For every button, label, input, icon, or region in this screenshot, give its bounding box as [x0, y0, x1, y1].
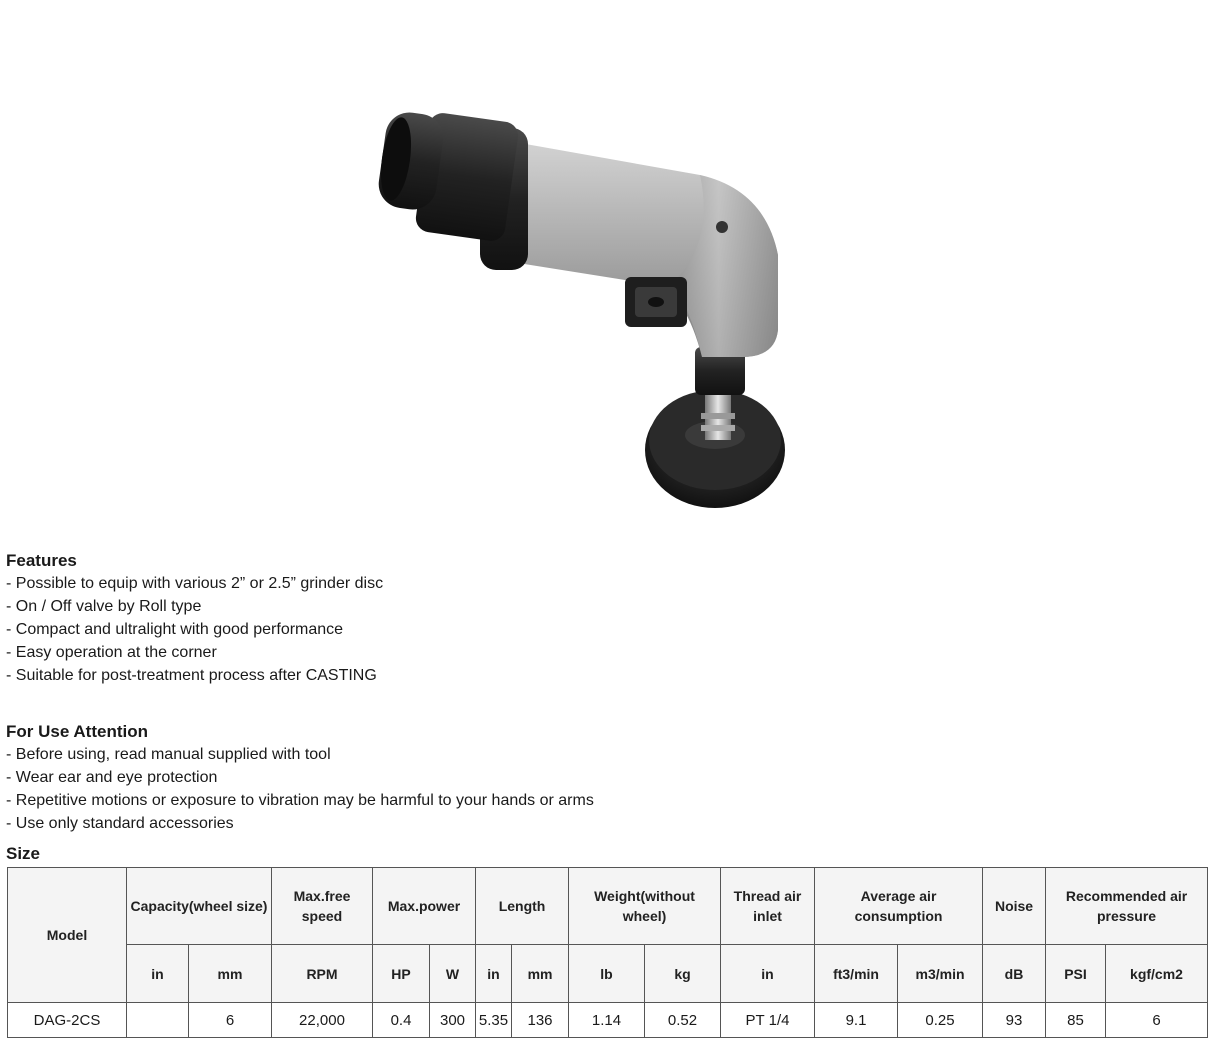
header-pressure: Recommended air pressure	[1046, 868, 1208, 945]
cell-value: 85	[1046, 1003, 1106, 1038]
unit-header: kg	[645, 945, 721, 1003]
header-speed: Max.free speed	[272, 868, 373, 945]
unit-header: mm	[512, 945, 569, 1003]
header-model: Model	[8, 868, 127, 1003]
features-list	[6, 572, 383, 687]
unit-header: lb	[569, 945, 645, 1003]
cell-value: 136	[512, 1003, 569, 1038]
header-length: Length	[476, 868, 569, 945]
cell-value: PT 1/4	[721, 1003, 815, 1038]
header-noise: Noise	[983, 868, 1046, 945]
feature-item: - Compact and ultralight with good performance	[6, 621, 344, 638]
unit-header: dB	[983, 945, 1046, 1003]
header-weight: Weight(without wheel)	[569, 868, 721, 945]
attention-title: For Use Attention	[6, 722, 148, 741]
attention-item: - Use only standard accessories	[6, 815, 234, 832]
feature-item: - Possible to equip with various 2” or 2.5” grinder disc	[6, 575, 384, 592]
table-row	[8, 1003, 1208, 1038]
size-title: Size	[6, 844, 41, 863]
attention-section	[6, 720, 594, 835]
cell-value: 1.14	[569, 1003, 645, 1038]
angle-grinder-tool-image	[370, 95, 800, 525]
cell-value: 300	[430, 1003, 476, 1038]
features-section	[6, 549, 383, 687]
cell-value: 0.4	[373, 1003, 430, 1038]
unit-header: m3/min	[898, 945, 983, 1003]
attention-item: - Before using, read manual supplied with tool	[6, 746, 331, 763]
cell-value: 9.1	[815, 1003, 898, 1038]
cell-value: 93	[983, 1003, 1046, 1038]
header-capacity: Capacity(wheel size)	[127, 868, 272, 945]
features-title: Features	[6, 551, 77, 570]
unit-header: RPM	[272, 945, 373, 1003]
feature-item: - On / Off valve by Roll type	[6, 598, 202, 615]
cell-value	[127, 1003, 189, 1038]
unit-header: in	[127, 945, 189, 1003]
attention-item: - Repetitive motions or exposure to vibration may be harmful to your hands or arms	[6, 792, 594, 809]
unit-header: HP	[373, 945, 430, 1003]
cell-model: DAG-2CS	[8, 1003, 127, 1038]
cell-value: 22,000	[272, 1003, 373, 1038]
unit-header: ft3/min	[815, 945, 898, 1003]
header-power: Max.power	[373, 868, 476, 945]
cell-value: 0.25	[898, 1003, 983, 1038]
cell-value: 5.35	[476, 1003, 512, 1038]
unit-header: PSI	[1046, 945, 1106, 1003]
header-thread: Thread air inlet	[721, 868, 815, 945]
header-air: Average air consumption	[815, 868, 983, 945]
cell-value: 0.52	[645, 1003, 721, 1038]
unit-header: in	[476, 945, 512, 1003]
unit-header: in	[721, 945, 815, 1003]
unit-header: W	[430, 945, 476, 1003]
unit-header: mm	[189, 945, 272, 1003]
cell-value: 6	[189, 1003, 272, 1038]
unit-header: kgf/cm2	[1106, 945, 1208, 1003]
attention-item: - Wear ear and eye protection	[6, 769, 218, 786]
attention-list	[6, 743, 594, 835]
cell-value: 6	[1106, 1003, 1208, 1038]
feature-item: - Suitable for post-treatment process after CASTING	[6, 667, 377, 684]
size-table	[7, 867, 1208, 1038]
feature-item: - Easy operation at the corner	[6, 644, 217, 661]
